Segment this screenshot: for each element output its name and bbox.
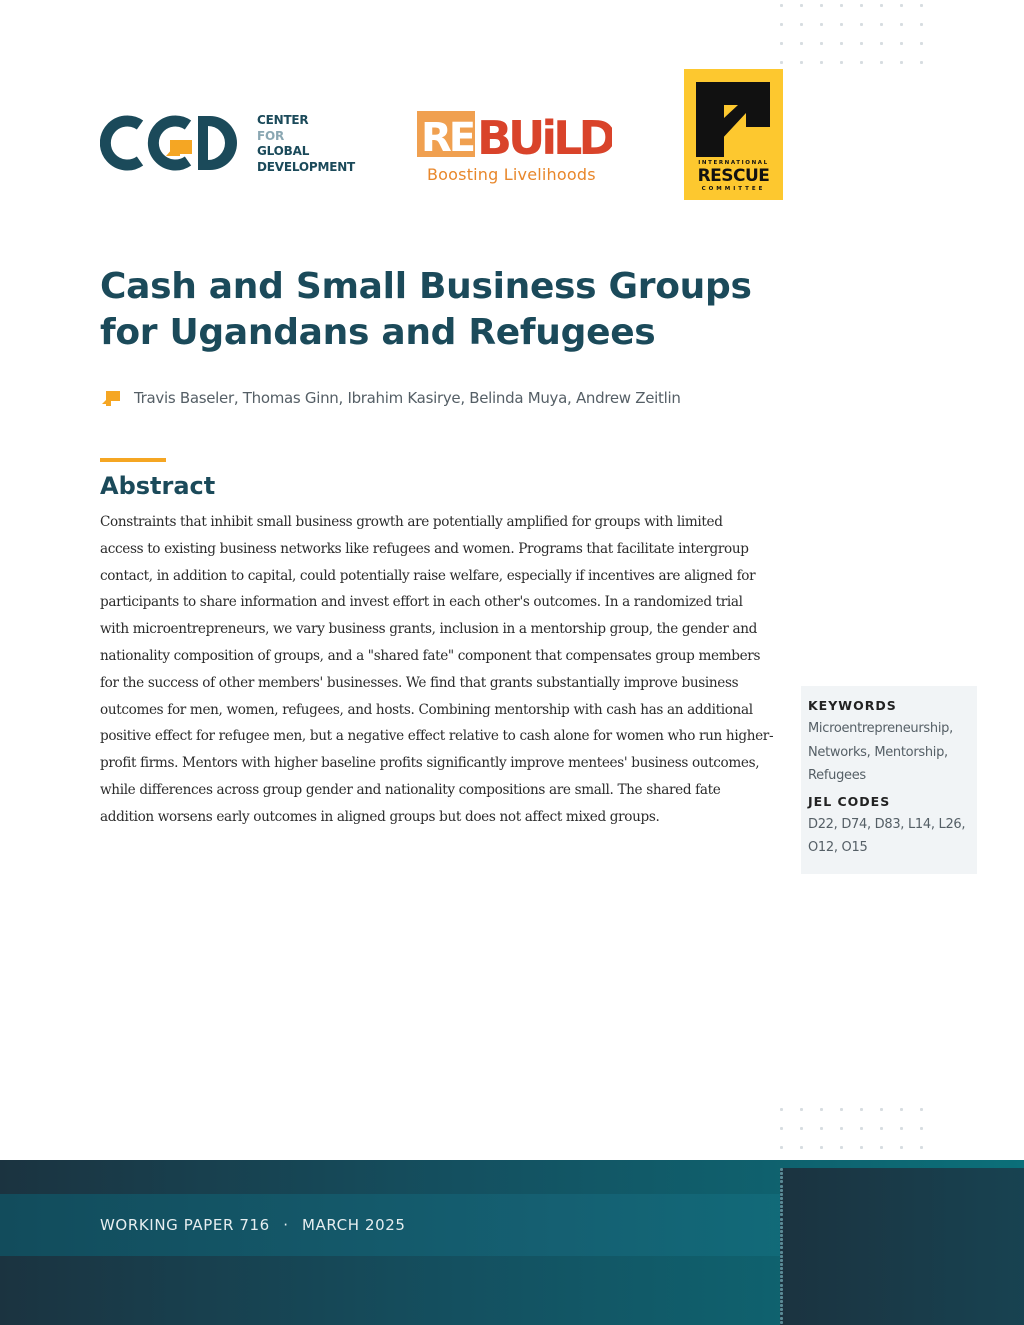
decorative-dot <box>780 1242 783 1245</box>
working-paper-number: WORKING PAPER 716 <box>100 1216 270 1234</box>
cgd-logo <box>100 110 360 180</box>
abstract-line: Constraints that inhibit small business growth are potentially amplified for groups with limited <box>100 514 723 530</box>
decorative-dot <box>780 1255 783 1258</box>
decorative-dot <box>860 23 863 26</box>
decorative-dot <box>780 1226 783 1229</box>
decorative-dot <box>780 1292 783 1295</box>
decorative-dot <box>860 4 863 7</box>
decorative-dot <box>880 1146 883 1149</box>
decorative-dot <box>900 1127 903 1130</box>
decorative-dot <box>780 1222 783 1225</box>
keyword-line: Networks, Mentorship, <box>808 744 948 760</box>
decorative-dot <box>780 23 783 26</box>
decorative-dot <box>780 1205 783 1208</box>
decorative-dot <box>920 1108 923 1111</box>
decorative-dot <box>860 1108 863 1111</box>
abstract-accent-rule <box>100 458 166 462</box>
decorative-dot <box>920 1146 923 1149</box>
decorative-dot <box>780 1259 783 1262</box>
decorative-dot <box>840 23 843 26</box>
decorative-dot <box>860 1127 863 1130</box>
cgd-line-global: GLOBAL <box>257 144 310 158</box>
abstract-line: while differences across group gender and nationality compositions are small. The shared fate <box>100 781 721 798</box>
decorative-dot <box>780 1300 783 1303</box>
decorative-dot <box>780 1304 783 1307</box>
irc-arrow-icon <box>684 69 783 159</box>
decorative-dot <box>920 61 923 64</box>
abstract-line: addition worsens early outcomes in aligned groups but does not affect mixed groups. <box>100 808 660 825</box>
decorative-dot <box>780 42 783 45</box>
decorative-dot <box>820 4 823 7</box>
cgd-line-center: CENTER <box>257 113 309 127</box>
decorative-dot <box>860 1146 863 1149</box>
paper-title <box>100 264 780 356</box>
decorative-dot <box>920 4 923 7</box>
abstract-text <box>100 509 780 831</box>
decorative-dot <box>780 1271 783 1274</box>
abstract-line: contact, in addition to capital, could potentially raise welfare, especially if incentives are aligned for <box>100 567 756 584</box>
decorative-dot <box>840 42 843 45</box>
decorative-dot <box>800 4 803 7</box>
cgd-logo-text <box>257 113 355 175</box>
decorative-dot <box>880 23 883 26</box>
decorative-dot <box>840 1108 843 1111</box>
keywords-box <box>801 686 977 874</box>
decorative-dot <box>840 1127 843 1130</box>
decorative-dot <box>820 1127 823 1130</box>
irc-text-international: INTERNATIONAL <box>698 160 769 166</box>
decorative-dot <box>860 61 863 64</box>
decorative-dot <box>780 1185 783 1188</box>
decorative-dot <box>780 1267 783 1270</box>
jel-heading: JEL CODES <box>808 793 891 809</box>
decorative-dot <box>780 1108 783 1111</box>
decorative-dot <box>920 42 923 45</box>
jel-line: D22, D74, D83, L14, L26, <box>808 816 966 832</box>
decorative-dot <box>800 1146 803 1149</box>
decorative-dot <box>880 1127 883 1130</box>
decorative-dot <box>780 61 783 64</box>
abstract-line: outcomes for men, women, refugees, and hosts. Combining mentorship with cash has an additional <box>100 701 753 718</box>
decorative-dot <box>880 42 883 45</box>
decorative-dot <box>900 4 903 7</box>
decorative-dot <box>780 1288 783 1291</box>
rebuild-logo <box>417 107 612 192</box>
abstract-line: access to existing business networks like refugees and women. Programs that facilitate intergroup <box>100 540 749 557</box>
decorative-dot <box>840 1146 843 1149</box>
decorative-dot <box>780 1238 783 1241</box>
decorative-dot <box>780 1201 783 1204</box>
decorative-dot <box>780 1275 783 1278</box>
svg-text:RE: RE <box>421 115 474 161</box>
decorative-dot <box>900 1108 903 1111</box>
decorative-dot <box>820 61 823 64</box>
rebuild-tagline: Boosting Livelihoods <box>427 165 596 184</box>
irc-text-rescue: RESCUE <box>697 166 770 186</box>
decorative-dot <box>880 61 883 64</box>
decorative-dot <box>780 1230 783 1233</box>
title-line-1: Cash and Small Business Groups <box>100 266 752 307</box>
abstract-line: positive effect for refugee men, but a negative effect relative to cash alone for women who run higher- <box>100 728 774 745</box>
decorative-dot <box>900 23 903 26</box>
decorative-dot <box>780 1127 783 1130</box>
decorative-dot <box>780 1317 783 1320</box>
abstract-line: with microentrepreneurs, we vary business grants, inclusion in a mentorship group, the gender and <box>100 621 757 638</box>
decorative-dot <box>800 23 803 26</box>
decorative-dot <box>780 1213 783 1216</box>
irc-text-committee: COMMITTEE <box>701 186 766 192</box>
footer-band <box>0 1160 1024 1325</box>
keywords-heading: KEYWORDS <box>808 698 897 713</box>
decorative-dot <box>880 1108 883 1111</box>
decorative-dot <box>780 1146 783 1149</box>
decorative-dot <box>780 1209 783 1212</box>
decorative-dot <box>800 1108 803 1111</box>
decorative-dot <box>800 1127 803 1130</box>
decorative-dot <box>860 42 863 45</box>
decorative-dot-pattern-footer <box>780 1168 1024 1325</box>
abstract-line: participants to share information and invest effort in each other's outcomes. In a randomized trial <box>100 594 743 611</box>
decorative-dot <box>780 1246 783 1249</box>
decorative-dot <box>780 1308 783 1311</box>
abstract-line: nationality composition of groups, and a "shared fate" component that compensates group members <box>100 647 761 664</box>
decorative-dot <box>780 1234 783 1237</box>
keywords-list <box>808 717 970 788</box>
decorative-dot <box>840 61 843 64</box>
jel-line: O12, O15 <box>808 840 868 855</box>
footer-separator: · <box>283 1216 289 1234</box>
working-paper-label <box>100 1216 406 1234</box>
decorative-dot <box>780 1218 783 1221</box>
decorative-dot <box>820 42 823 45</box>
decorative-dot <box>780 1279 783 1282</box>
svg-text:BUiLD: BUiLD <box>477 111 612 162</box>
decorative-dot <box>920 23 923 26</box>
authors-list: Travis Baseler, Thomas Ginn, Ibrahim Kasirye, Belinda Muya, Andrew Zeitlin <box>134 389 681 407</box>
decorative-dot <box>780 4 783 7</box>
decorative-dot <box>780 1189 783 1192</box>
publication-date: MARCH 2025 <box>301 1216 406 1234</box>
decorative-dot <box>780 1321 783 1324</box>
cgd-logo-mark-icon <box>100 110 245 180</box>
cgd-line-development: DEVELOPMENT <box>257 159 356 174</box>
abstract-line: profit firms. Mentors with higher baseline profits significantly improve mentees' business outcomes, <box>100 755 760 772</box>
keyword-line: Microentrepreneurship, <box>808 721 953 736</box>
decorative-dot <box>780 1263 783 1266</box>
irc-logo <box>684 69 783 200</box>
decorative-dot <box>780 1296 783 1299</box>
keyword-line: Refugees <box>808 768 866 783</box>
decorative-dot <box>780 1180 783 1183</box>
decorative-dot <box>780 1284 783 1287</box>
abstract-heading: Abstract <box>100 472 216 500</box>
decorative-dot <box>780 1251 783 1254</box>
decorative-dot <box>840 4 843 7</box>
abstract-line: for the success of other members' businesses. We find that grants substantially improve business <box>100 674 739 691</box>
jel-codes-list <box>808 813 970 860</box>
decorative-dot <box>900 61 903 64</box>
decorative-dot <box>820 23 823 26</box>
decorative-dot <box>780 1172 783 1175</box>
title-line-2: for Ugandans and Refugees <box>100 312 656 353</box>
decorative-dot <box>900 42 903 45</box>
decorative-dot <box>780 1176 783 1179</box>
author-arrow-icon <box>100 388 122 408</box>
cgd-line-for: FOR <box>257 128 285 143</box>
decorative-dot <box>820 1146 823 1149</box>
decorative-dot <box>900 1146 903 1149</box>
decorative-dot <box>920 1127 923 1130</box>
decorative-dot <box>780 1193 783 1196</box>
decorative-dot <box>880 4 883 7</box>
authors-row <box>100 388 681 408</box>
decorative-dot <box>780 1168 783 1171</box>
rebuild-logo-mark-icon <box>417 107 612 162</box>
decorative-dot <box>820 1108 823 1111</box>
decorative-dot-pattern-top <box>780 4 940 80</box>
decorative-dot <box>800 42 803 45</box>
decorative-dot <box>780 1312 783 1315</box>
decorative-dot <box>780 1197 783 1200</box>
decorative-dot <box>800 61 803 64</box>
